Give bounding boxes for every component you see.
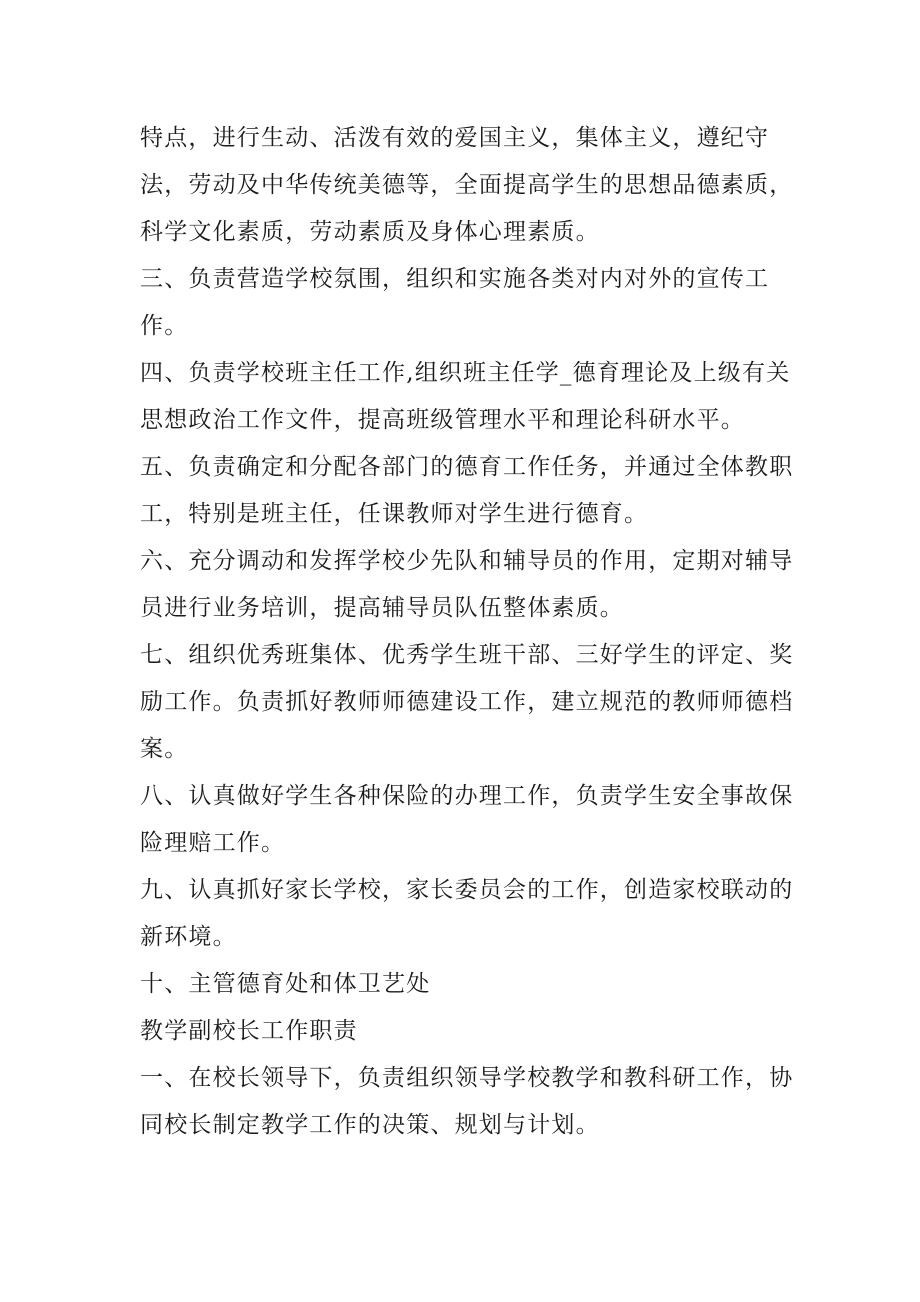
document-body (140, 115, 805, 1149)
paragraph-9: 十、主管德育处和体卫艺处 (140, 971, 431, 997)
paragraph-3: 四、负责学校班主任工作,组织班主任学_德育理论及上级有关思想政治工作文件，提高班级管理水平和理论科研水平。 (140, 360, 791, 433)
section-heading: 教学副校长工作职责 (140, 1018, 358, 1044)
paragraph-7: 八、认真做好学生各种保险的办理工作，负责学生安全事故保险理赔工作。 (140, 783, 794, 856)
paragraph-1: 特点，进行生动、活泼有效的爱国主义，集体主义，遵纪守法，劳动及中华传统美德等，全面提高学生的思想品德素质，科学文化素质，劳动素质及身体心理素质。 (140, 125, 794, 245)
paragraph-4: 五、负责确定和分配各部门的德育工作任务，并通过全体教职工，特别是班主任，任课教师对学生进行德育。 (140, 454, 794, 527)
paragraph-6: 七、组织优秀班集体、优秀学生班干部、三好学生的评定、奖励工作。负责抓好教师师德建设工作，建立规范的教师师德档案。 (140, 642, 794, 762)
paragraph-8: 九、认真抓好家长学校，家长委员会的工作，创造家校联动的新环境。 (140, 877, 794, 950)
paragraph-2: 三、负责营造学校氛围，组织和实施各类对内对外的宣传工作。 (140, 266, 770, 339)
paragraph-10: 一、在校长领导下，负责组织领导学校教学和教科研工作，协同校长制定教学工作的决策、规划与计划。 (140, 1065, 794, 1138)
paragraph-5: 六、充分调动和发挥学校少先队和辅导员的作用，定期对辅导员进行业务培训，提高辅导员队伍整体素质。 (140, 548, 794, 621)
